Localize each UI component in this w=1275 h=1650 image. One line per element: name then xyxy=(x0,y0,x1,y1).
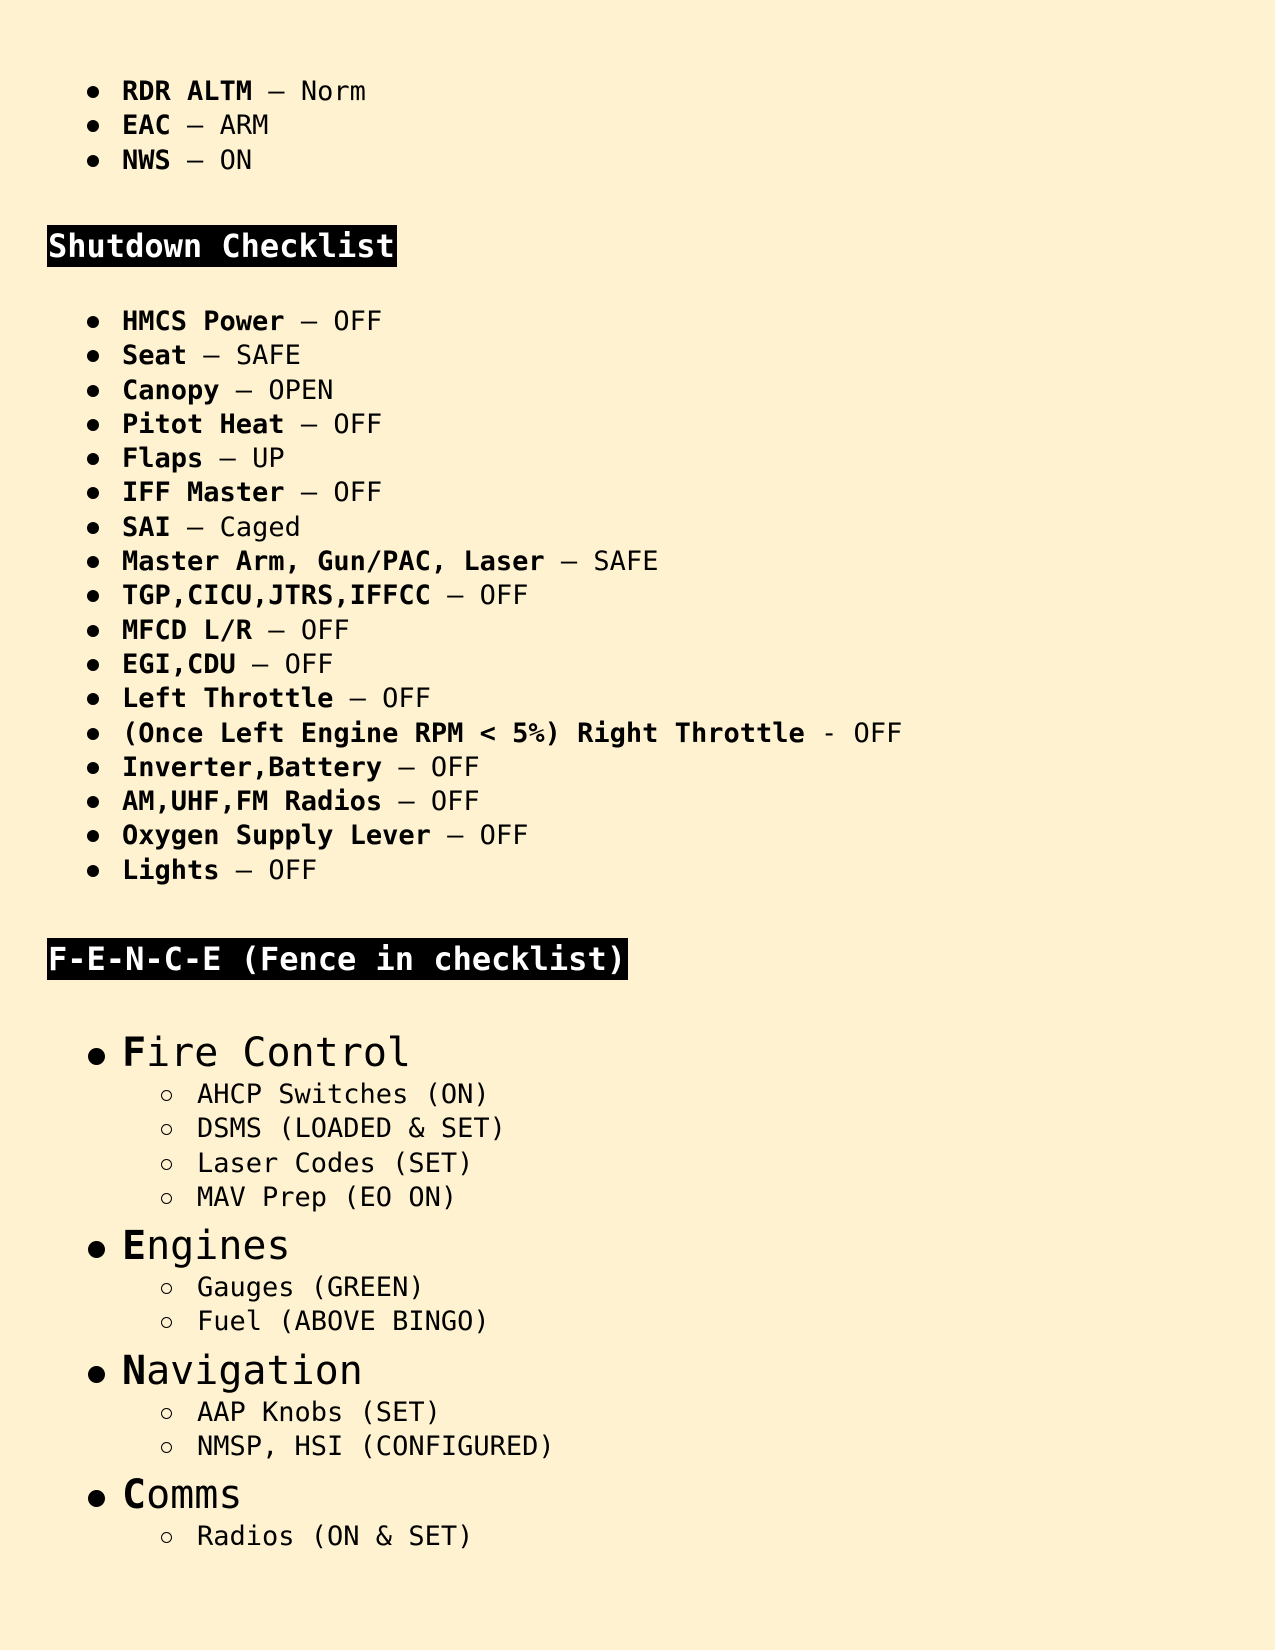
item-separator: – xyxy=(333,683,383,715)
list-item xyxy=(0,511,902,545)
list-item xyxy=(0,374,902,408)
item-label: Inverter,Battery xyxy=(122,751,383,783)
sub-list-item: DSMS (LOADED & SET) xyxy=(0,1112,555,1146)
sub-list-item: Radios (ON & SET) xyxy=(0,1520,555,1554)
item-label: IFF Master xyxy=(122,477,285,509)
fence-letter: E xyxy=(122,1223,147,1270)
list-item xyxy=(0,109,366,143)
item-value: OFF xyxy=(479,820,529,852)
fence-sublist xyxy=(0,1271,555,1340)
item-separator: – xyxy=(235,648,285,680)
list-item xyxy=(0,442,902,476)
item-separator: – xyxy=(284,408,334,440)
item-separator: – xyxy=(170,110,220,142)
item-value: OFF xyxy=(430,786,480,818)
item-label: Flaps xyxy=(122,443,204,475)
item-separator: – xyxy=(203,443,253,475)
item-label: (Once Left Engine RPM < 5%) Right Throttle xyxy=(122,717,805,749)
item-value: OFF xyxy=(382,683,431,715)
list-item xyxy=(0,579,902,613)
item-value: OFF xyxy=(333,306,383,337)
item-separator: – xyxy=(284,306,334,337)
item-label: NWS xyxy=(122,144,171,176)
sub-list-item: AAP Knobs (SET) xyxy=(0,1396,555,1430)
item-separator: – xyxy=(284,477,334,509)
fence-section-fire-control xyxy=(0,1028,555,1215)
sub-list-item: NMSP, HSI (CONFIGURED) xyxy=(0,1430,555,1464)
item-label: Lights xyxy=(122,854,220,886)
item-value: SAFE xyxy=(593,546,659,578)
item-separator: – xyxy=(170,144,220,176)
item-value: OFF xyxy=(333,477,383,509)
list-item xyxy=(0,75,366,109)
fence-letter: F xyxy=(122,1030,147,1076)
item-value: OFF xyxy=(268,854,318,886)
shutdown-checklist xyxy=(0,305,902,888)
item-separator: - xyxy=(804,717,854,749)
item-separator: – xyxy=(544,546,594,578)
fence-section-title xyxy=(0,1028,555,1078)
item-value: OFF xyxy=(430,751,480,783)
fence-title-rest: avigation xyxy=(146,1347,363,1394)
fence-title-rest: ire Control xyxy=(146,1030,411,1076)
list-item xyxy=(0,785,902,819)
fence-section-navigation xyxy=(0,1346,555,1465)
item-separator: – xyxy=(430,580,480,612)
fence-checklist-heading: F-E-N-C-E (Fence in checklist) xyxy=(48,940,626,978)
list-item xyxy=(0,682,902,716)
fence-title-rest: ngines xyxy=(146,1223,291,1270)
item-label: Pitot Heat xyxy=(122,408,285,440)
list-item xyxy=(0,751,902,785)
item-value: Caged xyxy=(219,511,301,543)
item-label: Canopy xyxy=(122,374,220,406)
sub-list-item: AHCP Switches (ON) xyxy=(0,1078,555,1112)
fence-section-title xyxy=(0,1470,555,1520)
item-separator: – xyxy=(382,786,431,818)
fence-section-comms xyxy=(0,1470,555,1554)
fence-checklist xyxy=(0,1028,555,1555)
sub-list-item: Fuel (ABOVE BINGO) xyxy=(0,1305,555,1339)
item-label: TGP,CICU,JTRS,IFFCC xyxy=(122,580,431,612)
sub-list-item: Laser Codes (SET) xyxy=(0,1147,555,1181)
list-item xyxy=(0,854,902,888)
list-item xyxy=(0,614,902,648)
item-separator: – xyxy=(252,614,301,646)
item-value: OFF xyxy=(333,408,383,440)
fence-letter: C xyxy=(122,1472,147,1519)
fence-sublist xyxy=(0,1520,555,1554)
list-item xyxy=(0,648,902,682)
item-label: HMCS Power xyxy=(122,306,285,337)
shutdown-checklist-heading: Shutdown Checklist xyxy=(48,227,395,265)
sub-list-item: Gauges (GREEN) xyxy=(0,1271,555,1305)
item-label: Seat xyxy=(122,340,188,372)
item-value: OFF xyxy=(300,614,350,646)
item-value: Norm xyxy=(300,76,366,107)
item-value: OFF xyxy=(479,580,529,612)
list-item xyxy=(0,819,902,853)
item-label: EAC xyxy=(122,110,171,142)
item-separator: – xyxy=(382,751,431,783)
list-item xyxy=(0,545,902,579)
item-label: Master Arm, Gun/PAC, Laser xyxy=(122,546,545,578)
item-label: RDR ALTM xyxy=(122,76,253,107)
list-item xyxy=(0,476,902,510)
item-value: UP xyxy=(252,443,285,475)
item-label: EGI,CDU xyxy=(122,648,236,680)
item-separator: – xyxy=(430,820,480,852)
item-label: MFCD L/R xyxy=(122,614,253,646)
list-item xyxy=(0,144,366,178)
item-separator: – xyxy=(219,854,269,886)
fence-sublist xyxy=(0,1396,555,1465)
fence-title-rest: omms xyxy=(146,1472,243,1519)
fence-section-engines xyxy=(0,1221,555,1340)
list-item xyxy=(0,717,902,751)
list-item xyxy=(0,305,902,339)
item-label: Oxygen Supply Lever xyxy=(122,820,431,852)
item-label: SAI xyxy=(122,511,171,543)
item-separator: – xyxy=(187,340,236,372)
item-separator: – xyxy=(219,374,269,406)
item-value: OFF xyxy=(853,717,903,749)
item-value: OFF xyxy=(284,648,334,680)
item-value: ARM xyxy=(219,110,269,142)
fence-section-title xyxy=(0,1221,555,1271)
item-value: ON xyxy=(219,144,253,176)
item-label: AM,UHF,FM Radios xyxy=(122,786,383,818)
item-value: SAFE xyxy=(235,340,301,372)
item-value: OPEN xyxy=(268,374,334,406)
top-checklist xyxy=(0,75,366,178)
sub-list-item: MAV Prep (EO ON) xyxy=(0,1181,555,1215)
item-separator: – xyxy=(252,76,301,107)
item-separator: – xyxy=(170,511,220,543)
fence-letter: N xyxy=(122,1347,147,1394)
list-item xyxy=(0,339,902,373)
fence-section-title xyxy=(0,1346,555,1396)
list-item xyxy=(0,408,902,442)
fence-sublist xyxy=(0,1078,555,1215)
item-label: Left Throttle xyxy=(122,683,334,715)
